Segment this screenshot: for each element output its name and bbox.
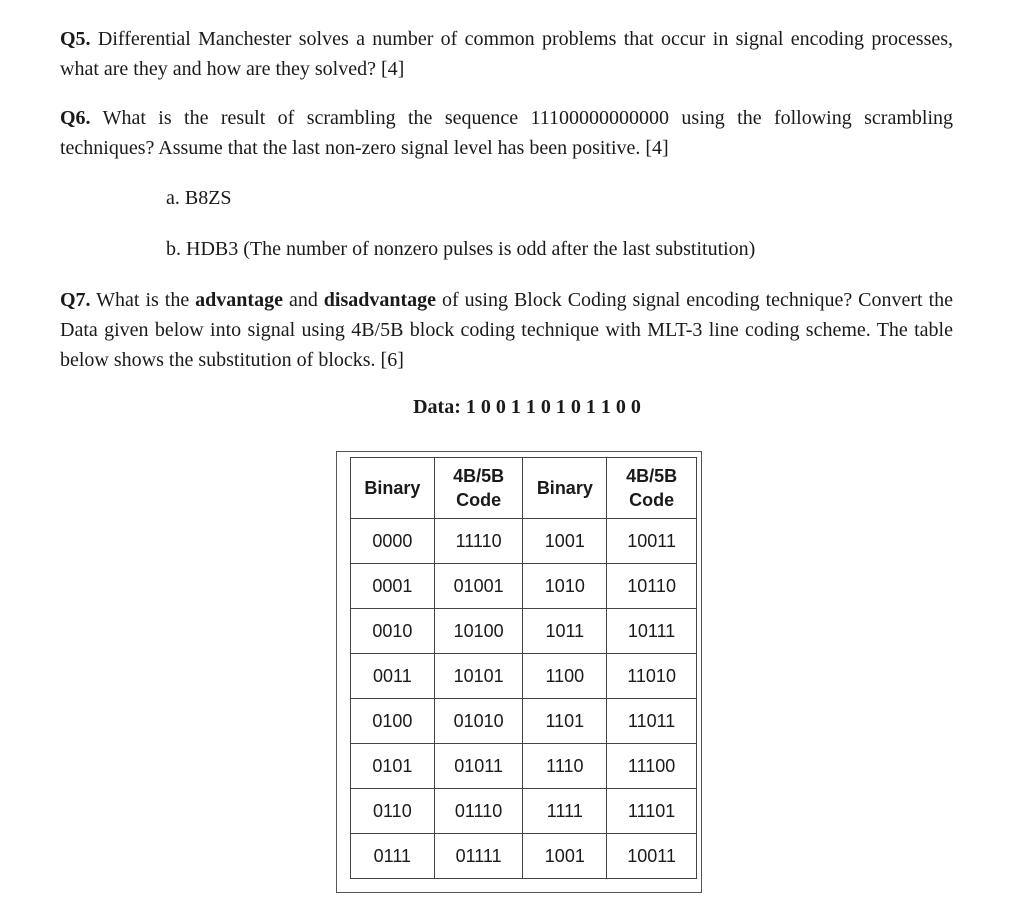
table-row (351, 699, 697, 744)
question-6 (60, 103, 953, 163)
table-cell: 1001 (523, 519, 607, 564)
table-cell: 1010 (523, 564, 607, 609)
question-7-number: Q7. (60, 289, 91, 311)
table-cell: 0110 (351, 789, 435, 834)
table-cell: 1100 (523, 654, 607, 699)
data-sequence: Data: 1 0 0 1 1 0 1 0 1 1 0 0 (413, 396, 641, 418)
table-cell: 0111 (351, 834, 435, 879)
table-cell: 0011 (351, 654, 435, 699)
table-row (351, 789, 697, 834)
question-6-part-b: b. HDB3 (The number of nonzero pulses is odd after the last substitution) (166, 238, 756, 260)
table-cell: 10111 (607, 609, 697, 654)
table-cell: 11011 (607, 699, 697, 744)
table-row (351, 834, 697, 879)
table-row (351, 744, 697, 789)
header-binary-2: Binary (523, 458, 607, 519)
table-cell: 11110 (434, 519, 523, 564)
table-header-row (351, 458, 697, 519)
question-7 (60, 285, 953, 375)
table-cell: 01001 (434, 564, 523, 609)
table-cell: 1111 (523, 789, 607, 834)
table-cell: 10101 (434, 654, 523, 699)
question-6-text: What is the result of scrambling the sequence 11100000000000 using the following scrambling techniques? Assume that the last non-zero signal level has been positive. [4] (60, 107, 953, 159)
table-cell: 1001 (523, 834, 607, 879)
question-7-text-3: of using Block Coding signal encoding technique? Convert the Data given below into signal using 4B/5B block coding technique with MLT-3 line coding scheme. The table below shows the substitution of blocks. [6] (60, 289, 953, 371)
table-cell: 01110 (434, 789, 523, 834)
table-cell: 0001 (351, 564, 435, 609)
question-7-text-1: What is the (96, 289, 190, 311)
header-code-2: 4B/5B Code (607, 458, 697, 519)
table-cell: 01010 (434, 699, 523, 744)
table-cell: 10110 (607, 564, 697, 609)
table-cell: 1011 (523, 609, 607, 654)
table-cell: 0000 (351, 519, 435, 564)
table-cell: 11010 (607, 654, 697, 699)
question-7-disadvantage: disadvantage (323, 289, 437, 311)
table-row (351, 519, 697, 564)
question-5 (60, 24, 953, 84)
table-row (351, 609, 697, 654)
question-5-number: Q5. (60, 28, 91, 50)
question-5-text: Differential Manchester solves a number of common problems that occur in signal encoding processes, what are they and how are they solved? [4] (60, 28, 954, 80)
table-row (351, 564, 697, 609)
table-cell: 0101 (351, 744, 435, 789)
table-cell: 11101 (607, 789, 697, 834)
block-coding-table (350, 457, 697, 879)
question-7-text-2: and (288, 289, 318, 311)
table-cell: 01111 (434, 834, 523, 879)
table-cell: 1101 (523, 699, 607, 744)
table-cell: 10100 (434, 609, 523, 654)
table-cell: 0010 (351, 609, 435, 654)
header-binary-1: Binary (351, 458, 435, 519)
table-cell: 10011 (607, 834, 697, 879)
question-7-advantage: advantage (195, 289, 283, 311)
question-6-number: Q6. (60, 107, 91, 129)
header-code-1: 4B/5B Code (434, 458, 523, 519)
table-cell: 11100 (607, 744, 697, 789)
question-6-part-a: a. B8ZS (166, 187, 232, 209)
table-cell: 1110 (523, 744, 607, 789)
table-cell: 0100 (351, 699, 435, 744)
table-cell: 10011 (607, 519, 697, 564)
table-cell: 01011 (434, 744, 523, 789)
table-row (351, 654, 697, 699)
block-coding-table-frame (336, 451, 702, 893)
